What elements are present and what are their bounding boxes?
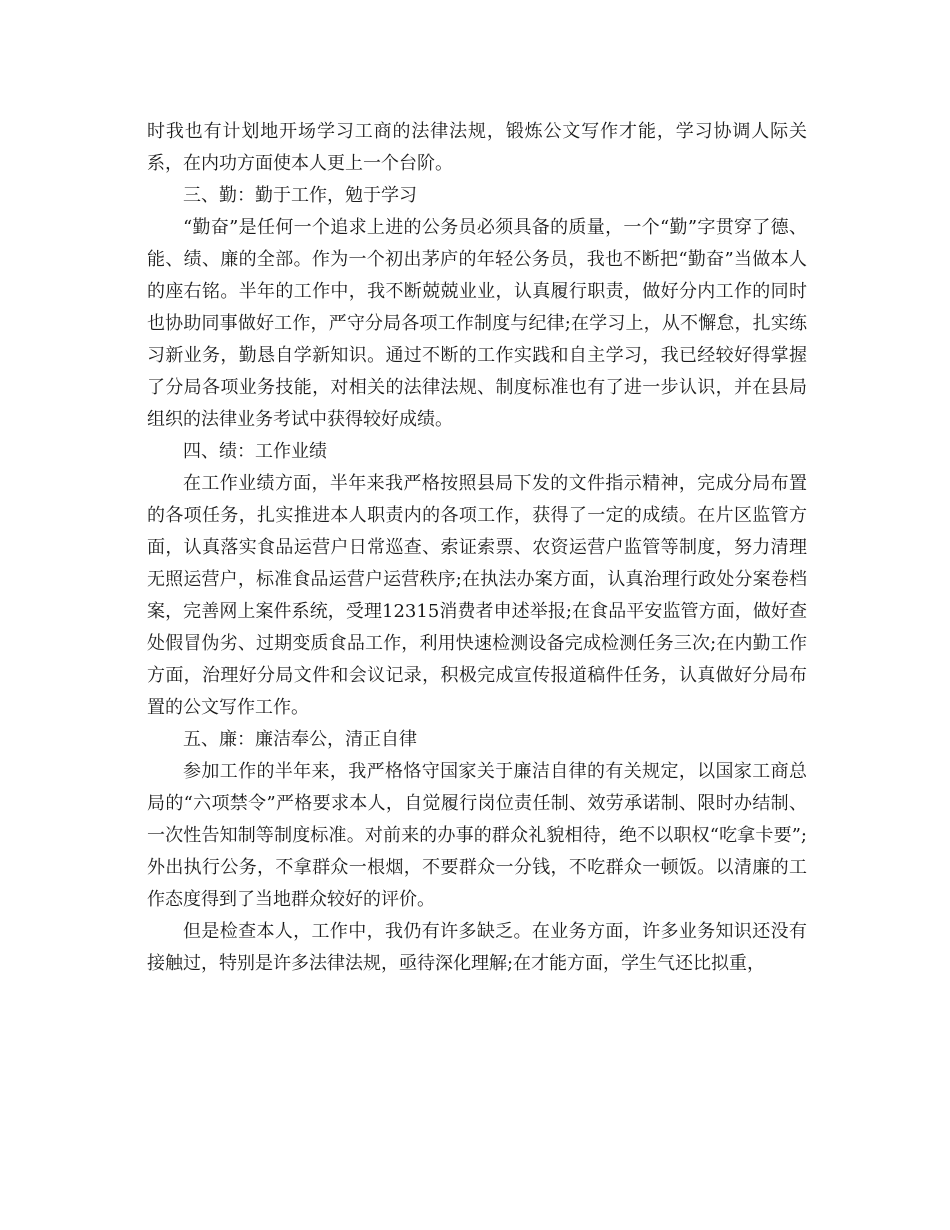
paragraph-performance: 在工作业绩方面，半年来我严格按照县局下发的文件指示精神，完成分局布置的各项任务，扎实推进本人职责内的各项工作，获得了一定的成绩。在片区监管方面，认真落实食品运营户日常巡查、索证索票、农资运营户监管等制度，努力清理无照运营户，标准食品运营户运营秩序;在执法办案方面，认真治理行政处分案卷档案，完善网上案件系统，受理12315消费者申述举报;在食品平安监管方面，做好查处假冒伪劣、过期变质食品工作，利用快速检测设备完成检测任务三次;在内勤工作方面，治理好分局文件和会议记录，积极完成宣传报道稿件任务，认真做好分局布置的公文写作工作。	[147, 473, 807, 718]
section-heading-integrity: 五、廉：廉洁奉公，清正自律	[183, 729, 417, 750]
paragraph-integrity: 参加工作的半年来，我严格恪守国家关于廉洁自律的有关规定，以国家工商总局的“六项禁令”严格要求本人，自觉履行岗位责任制、效劳承诺制、限时办结制、一次性告知制等制度标准。对前来的办事的群众礼貌相待，绝不以职权“吃拿卡要”;外出执行公务，不拿群众一根烟，不要群众一分钱，不吃群众一顿饭。以清廉的工作态度得到了当地群众较好的评价。	[147, 761, 807, 910]
paragraph-continuation: 时我也有计划地开场学习工商的法律法规，锻炼公文写作才能，学习协调人际关系，在内功方面使本人更上一个台阶。	[147, 121, 807, 174]
paragraph-shortcomings: 但是检查本人，工作中，我仍有许多缺乏。在业务方面，许多业务知识还没有接触过，特别是许多法律法规，亟待深化理解;在才能方面，学生气还比拟重，	[147, 921, 807, 974]
section-heading-diligence: 三、勤：勤于工作，勉于学习	[183, 185, 417, 206]
section-heading-performance: 四、绩：工作业绩	[183, 441, 327, 462]
paragraph-diligence: “勤奋”是任何一个追求上进的公务员必须具备的质量，一个“勤”字贯穿了德、能、绩、廉的全部。作为一个初出茅庐的年轻公务员，我也不断把“勤奋”当做本人的座右铭。半年的工作中，我不断兢兢业业，认真履行职责，做好分内工作的同时也协助同事做好工作，严守分局各项工作制度与纪律;在学习上，从不懈怠，扎实练习新业务，勤恳自学新知识。通过不断的工作实践和自主学习，我已经较好得掌握了分局各项业务技能，对相关的法律法规、制度标准也有了进一步认识，并在县局组织的法律业务考试中获得较好成绩。	[147, 217, 807, 430]
document-body	[147, 116, 807, 980]
